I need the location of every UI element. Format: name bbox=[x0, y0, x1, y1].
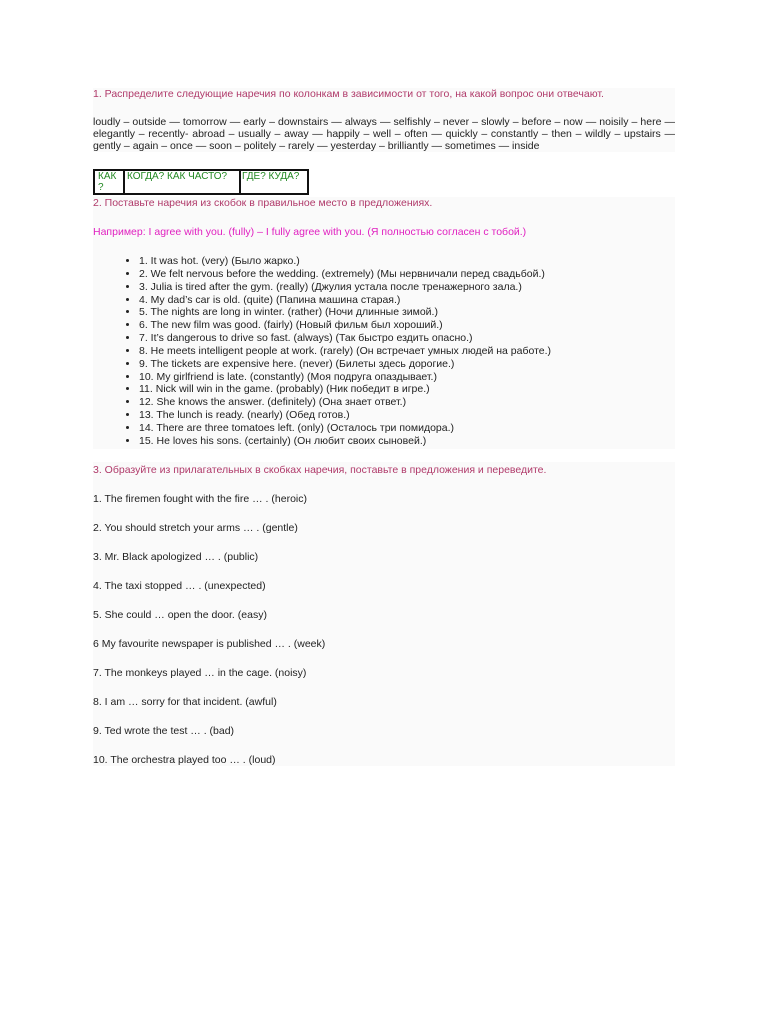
exercise-1-heading: 1. Распределите следующие наречия по колонкам в зависимости от того, на какой вопрос они отвечают. bbox=[93, 88, 604, 100]
list-item: • 11. Nick will win in the game. (probably) (Ник победит в игре.) bbox=[139, 383, 551, 396]
column-how: КАК ? bbox=[95, 171, 125, 193]
sentence: 3. Mr. Black apologized … . (public) bbox=[93, 551, 259, 563]
adverb-columns-table bbox=[93, 169, 309, 195]
list-item: • 4. My dad’s car is old. (quite) (Папина машина старая.) bbox=[139, 294, 551, 307]
list-item: • 9. The tickets are expensive here. (never) (Билеты здесь дорогие.) bbox=[139, 358, 551, 371]
list-item: • 3. Julia is tired after the gym. (really) (Джулия устала после тренажерного зала.) bbox=[139, 281, 551, 294]
column-where: ГДЕ? КУДА? bbox=[242, 171, 300, 182]
list-item: • 1. It was hot. (very) (Было жарко.) bbox=[139, 255, 551, 268]
exercise-3-heading: 3. Образуйте из прилагательных в скобках наречия, поставьте в предложения и переведите. bbox=[93, 464, 547, 476]
list-item: • 5. The nights are long in winter. (rather) (Ночи длинные зимой.) bbox=[139, 306, 551, 319]
sentence: 2. You should stretch your arms … . (gentle) bbox=[93, 522, 298, 534]
list-item: • 15. He loves his sons. (certainly) (Он любит своих сыновей.) bbox=[139, 435, 551, 448]
sentence: 4. The taxi stopped … . (unexpected) bbox=[93, 580, 266, 592]
sentence: 10. The orchestra played too … . (loud) bbox=[93, 754, 276, 766]
sentence: 8. I am … sorry for that incident. (awful) bbox=[93, 696, 277, 708]
exercise-2-list bbox=[115, 255, 551, 448]
list-item: • 8. He meets intelligent people at work. (rarely) (Он встречает умных людей на работе.) bbox=[139, 345, 551, 358]
exercise-2 bbox=[93, 197, 675, 449]
adverb-word-list: loudly – outside — tomorrow — early – downstairs — always — selfishly – never – slowly – before – now — noisily – here — elegantly – recently- abroad – usually – away — happily – well – often — quickly – constantly – then – wildly – upstairs — gently – again – once — soon – politely – rarely — yesterday – brilliantly — sometimes — inside bbox=[93, 116, 675, 152]
exercise-1 bbox=[93, 88, 675, 152]
column-when: КОГДА? КАК ЧАСТО? bbox=[125, 171, 241, 193]
sentence: 6 My favourite newspaper is published … . (week) bbox=[93, 638, 326, 650]
list-item: • 6. The new film was good. (fairly) (Новый фильм был хороший.) bbox=[139, 319, 551, 332]
sentence: 1. The firemen fought with the fire … . (heroic) bbox=[93, 493, 307, 505]
list-item: • 10. My girlfriend is late. (constantly) (Моя подруга опаздывает.) bbox=[139, 371, 551, 384]
sentence: 7. The monkeys played … in the cage. (noisy) bbox=[93, 667, 307, 679]
list-item: • 2. We felt nervous before the wedding. (extremely) (Мы нервничали перед свадьбой.) bbox=[139, 268, 551, 281]
list-item: • 13. The lunch is ready. (nearly) (Обед готов.) bbox=[139, 409, 551, 422]
sentence: 5. She could … open the door. (easy) bbox=[93, 609, 267, 621]
exercise-2-heading: 2. Поставьте наречия из скобок в правильное место в предложениях. bbox=[93, 197, 433, 209]
exercise-2-example: Например: I agree with you. (fully) – I fully agree with you. (Я полностью согласен с тобой.) bbox=[93, 226, 527, 238]
sentence: 9. Ted wrote the test … . (bad) bbox=[93, 725, 235, 737]
list-item: • 12. She knows the answer. (definitely) (Она знает ответ.) bbox=[139, 396, 551, 409]
list-item: • 14. There are three tomatoes left. (only) (Осталось три помидора.) bbox=[139, 422, 551, 435]
list-item: • 7. It’s dangerous to drive so fast. (always) (Так быстро ездить опасно.) bbox=[139, 332, 551, 345]
exercise-3 bbox=[93, 462, 675, 766]
